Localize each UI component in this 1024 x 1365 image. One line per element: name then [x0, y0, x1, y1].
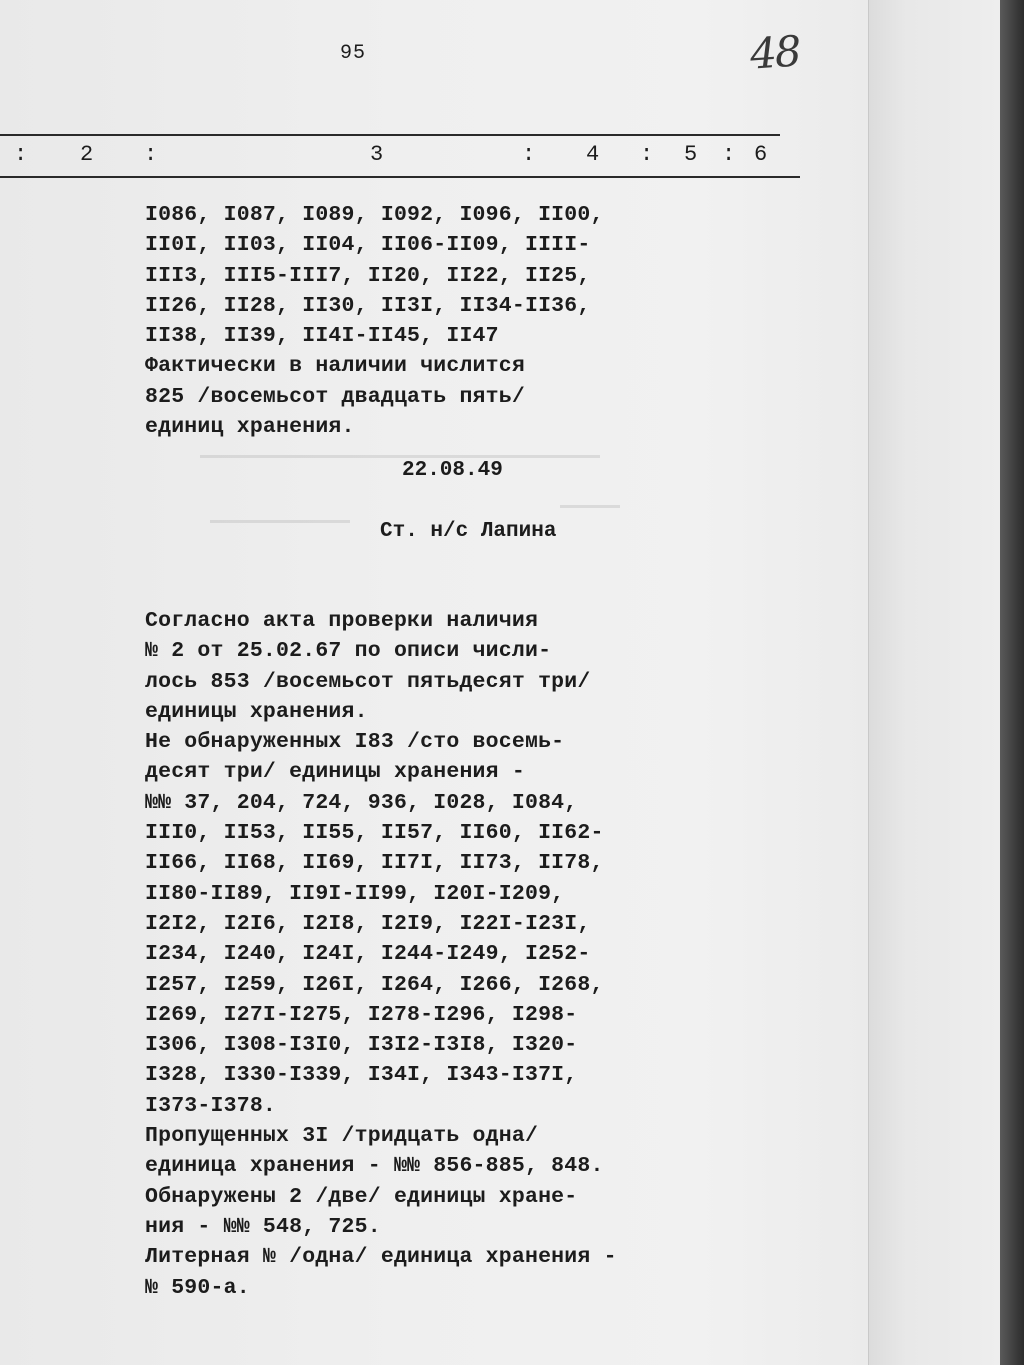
text-line: лось 853 /восемьсот пятьдесят три/	[145, 669, 591, 694]
text-line: II66, II68, II69, II7I, II73, II78,	[145, 851, 604, 876]
text-line: II0I, II03, II04, II06-II09, IIII-	[145, 233, 591, 258]
text-line: I269, I27I-I275, I278-I296, I298-	[145, 1002, 578, 1027]
text-line: Согласно акта проверки наличия	[145, 609, 539, 633]
text-line: единиц хранения.	[145, 415, 355, 440]
text-line: единицы хранения.	[145, 699, 368, 724]
text-line: I257, I259, I26I, I264, I266, I268,	[145, 972, 604, 997]
text-line: ния - №№ 548, 725.	[145, 1214, 381, 1239]
column-number-5: 5	[684, 142, 698, 167]
column-number-4: 4	[586, 142, 600, 167]
date: 22.08.49	[402, 459, 503, 482]
table-rule-top	[0, 134, 780, 136]
column-header-row	[0, 142, 800, 170]
handwritten-archive-number: 48	[748, 26, 802, 79]
bleed-through-mark	[200, 455, 600, 458]
text-line: Литерная № /одна/ единица хранения -	[145, 1245, 617, 1270]
column-separator: :	[144, 142, 158, 167]
column-separator: :	[14, 142, 28, 167]
column-number-2: 2	[80, 142, 94, 167]
text-line: II80-II89, II9I-II99, I20I-I209,	[145, 881, 565, 906]
text-line: I328, I330-I339, I34I, I343-I37I,	[145, 1063, 578, 1088]
column-number-3: 3	[370, 142, 384, 167]
column-separator: :	[640, 142, 654, 167]
text-line: № 590-а.	[145, 1275, 250, 1300]
text-line: Обнаружены 2 /две/ единицы хране-	[145, 1184, 578, 1209]
text-line: II38, II39, II4I-II45, II47	[145, 324, 499, 349]
text-line: I373-I378.	[145, 1093, 277, 1118]
text-line: III0, II53, II55, II57, II60, II62-	[145, 821, 604, 846]
text-line: I306, I308-I3I0, I3I2-I3I8, I320-	[145, 1033, 578, 1058]
bleed-through-mark	[210, 520, 350, 523]
text-line: I086, I087, I089, I092, I096, II00,	[145, 203, 604, 227]
signature: Ст. н/с Лапина	[380, 520, 557, 543]
column-separator: :	[722, 142, 736, 167]
text-line: 825 /восемьсот двадцать пять/	[145, 384, 525, 409]
text-line: десят три/ единицы хранения -	[145, 760, 525, 785]
bleed-through-mark	[560, 505, 620, 508]
underlying-sheet	[868, 0, 1019, 1365]
text-block-missing-items	[145, 200, 615, 442]
text-line: I2I2, I2I6, I2I8, I2I9, I22I-I23I,	[145, 911, 591, 936]
text-line: I234, I240, I24I, I244-I249, I252-	[145, 942, 591, 967]
text-block-inspection-act	[145, 606, 615, 1303]
text-line: № 2 от 25.02.67 по описи числи-	[145, 639, 552, 664]
table-rule-bottom	[0, 176, 800, 178]
text-line: Пропущенных 3I /тридцать одна/	[145, 1124, 539, 1149]
background-edge	[1000, 0, 1024, 1365]
text-line: №№ 37, 204, 724, 936, I028, I084,	[145, 790, 578, 815]
text-line: II26, II28, II30, II3I, II34-II36,	[145, 293, 591, 318]
text-line: III3, III5-III7, II20, II22, II25,	[145, 263, 591, 288]
text-line: Фактически в наличии числится	[145, 354, 525, 379]
text-line: Не обнаруженных I83 /сто восемь-	[145, 730, 565, 755]
text-line: единица хранения - №№ 856-885, 848.	[145, 1154, 604, 1179]
column-number-6: 6	[754, 142, 768, 167]
column-separator: :	[522, 142, 536, 167]
page-number: 95	[340, 42, 367, 65]
